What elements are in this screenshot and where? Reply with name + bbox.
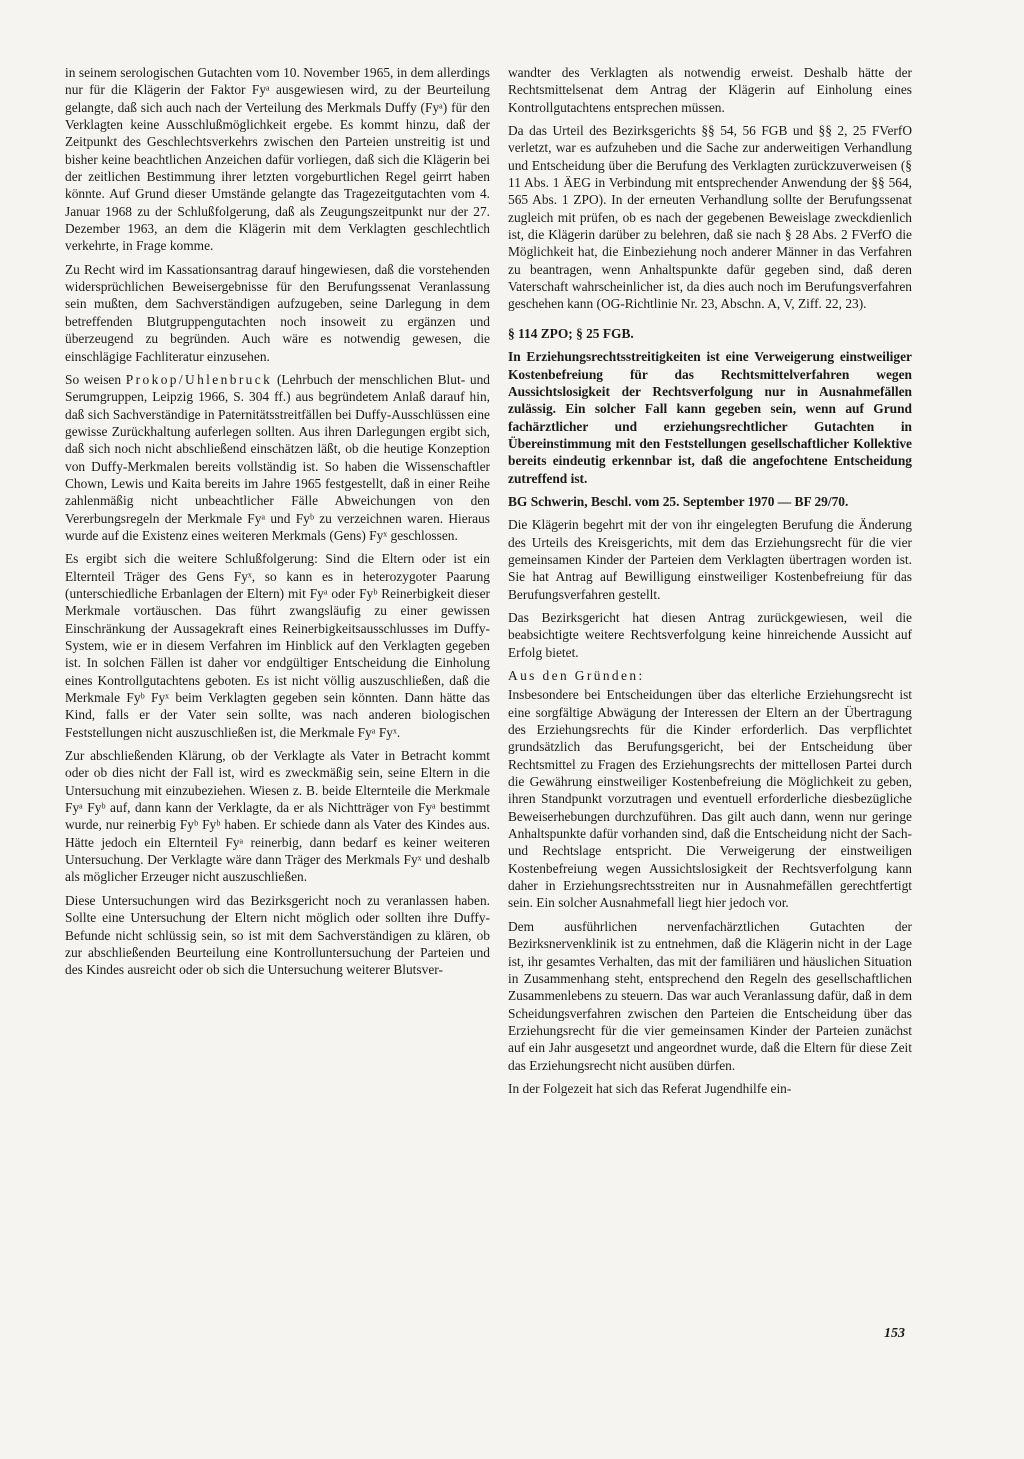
paragraph: Zu Recht wird im Kassationsantrag darauf hingewiesen, daß die vorstehenden widersprüchlichen Beweisergebnisse für den Berufungssenat Veranlassung sein mußten, dem Sachverständigen aufzugeben, seine Darlegung in dem betreffenden Blutgruppengutachten noch insoweit zu ergänzen und überzeugend zu begründen. Auch wäre es notwendig gewesen, die einschlägige Fachliteratur einzusehen. [65, 261, 490, 364]
paragraph: wandter des Verklagten als notwendig erweist. Deshalb hätte der Rechtsmittelsenat dem Antrag der Klägerin auf Einholung eines Kontrollgutachtens entsprechen müssen. [508, 65, 912, 115]
left-column [65, 64, 490, 985]
paragraph: Zur abschließenden Klärung, ob der Verklagte als Vater in Betracht kommt oder ob dies nicht der Fall ist, wird es zweckmäßig sein, seine Eltern in die Untersuchung mit einzubeziehen. Wiesen z. B. beide Elternteile die Merkmale Fyᵃ Fyᵇ auf, dann kann der Verklagte, da er als Nichtträger von Fyᵃ bestimmt wurde, nur reinerbig Fyᵇ Fyᵇ haben. Er schiede dann als Vater des Kindes aus. Hätte jedoch ein Elternteil Fyᵃ reinerbig, dann bedarf es keiner weiteren Untersuchung. Der Verklagte wäre dann Träger des Merkmals Fyˣ und deshalb als möglicher Erzeuger nicht auszuschließen. [65, 748, 490, 885]
paragraph: Dem ausführlichen nervenfachärztlichen Gutachten der Bezirksnervenklinik ist zu entnehmen, daß die Klägerin nicht in der Lage ist, ihr gesamtes Verhalten, das mit der familiären und häuslichen Situation in Zusammenhang steht, entsprechend den Regeln des gesellschaftlichen Zusammenlebens zu steuern. Das war auch Veranlassung dafür, daß in dem Scheidungsverfahren zwischen den Parteien die Entscheidung über das Erziehungsrecht für die vier gemeinsamen Kinder der Parteien zunächst auf ein Jahr ausgesetzt und angeordnet wurde, daß die Eltern für diese Zeit das Erziehungsrecht nicht ausüben dürfen. [508, 918, 912, 1073]
paragraph: in seinem serologischen Gutachten vom 10. November 1965, in dem allerdings nur für die Klägerin der Faktor Fyᵃ ausgewiesen wird, zu der Beurteilung gelangte, daß sich auch nach der Verteilung des Merkmals Duffy (Fyᵃ) für den Verklagten keine Ausschlußmöglichkeit ergebe. Es kommt hinzu, daß der Zeitpunkt des Geschlechtsverkehrs zwischen den Parteien unstreitig ist und bisher keine beachtlichen Anzeichen dafür vorliegen, daß sich die Klägerin bei der zeitlichen Bestimmung ihrer letzten vorgeburtlichen Regel geirrt haben könnte. Auf Grund dieser Umstände gelangte das Tragezeitgutachten vom 4. Januar 1968 zu der Schlußfolgerung, daß als Zeugungszeitpunkt nur der 27. Dezember 1963, an dem die Klägerin mit dem Verklagten geschlechtlich verkehrte, in Frage komme. [65, 65, 490, 254]
paragraph: Die Klägerin begehrt mit der von ihr eingelegten Berufung die Änderung des Urteils des Kreisgerichts, mit dem das Erziehungsrecht für die vier gemeinsamen Kinder der Parteien dem Verklagten übertragen worden ist. Sie hat Antrag auf Bewilligung einstweiliger Kostenbefreiung für das Berufungsverfahren gestellt. [508, 517, 912, 602]
paragraph: Es ergibt sich die weitere Schlußfolgerung: Sind die Eltern oder ist ein Elternteil Träger des Gens Fyˣ, so kann es in heterozygoter Paarung (unterschiedliche Erbanlagen der Eltern) mit Fyᵃ oder Fyᵇ Reinerbigkeit dieser Merkmale vortäuschen. Das führt zwangsläufig zu einer gewissen Einschränkung der Aussagekraft eines Reinerbigkeitsausschlusses im Duffy-System, wie er in diesem Verfahren im Hinblick auf den Verklagten gegeben ist. In solchen Fällen ist daher vor endgültiger Entscheidung die Einholung eines Kontrollgutachtens geboten. Es ist nicht völlig auszuschließen, daß die Merkmale Fyᵇ Fyˣ beim Verklagten gegeben sein könnten. Dann hätte das Kind, falls er der Vater sein sollte, was nach anderen biologischen Feststellungen nicht auszuschließen ist, die Merkmale Fyᵃ Fyˣ. [65, 551, 490, 740]
reasons-heading: Aus den Gründen: [508, 668, 645, 683]
court-citation: BG Schwerin, Beschl. vom 25. September 1970 — BF 29/70. [508, 493, 849, 509]
right-column [508, 64, 912, 1103]
paragraph: In der Folgezeit hat sich das Referat Jugendhilfe ein- [508, 1080, 792, 1096]
paragraph [65, 371, 490, 544]
paragraph: Diese Untersuchungen wird das Bezirksgericht noch zu veranlassen haben. Sollte eine Untersuchung der Eltern nicht möglich oder sollten ihre Duffy-Befunde nicht schlüssig sein, so ist mit dem Sachverständigen zu klären, ob zur abschließenden Beurteilung eine Kontrolluntersuchung der Parteien und des Kindes ausreicht oder ob sich die Untersuchung weiterer Blutsver- [65, 892, 490, 978]
paragraph: Das Bezirksgericht hat diesen Antrag zurückgewiesen, weil die beabsichtigte weitere Rechtsverfolgung keine hinreichende Aussicht auf Erfolg bietet. [508, 609, 912, 660]
page-number: 153 [884, 1326, 905, 1341]
headnote: In Erziehungsrechtsstreitigkeiten ist eine Verweigerung einstweiliger Kostenbefreiung für das Rechtsmittelverfahren wegen Aussichtslosigkeit der Rechtsverfolgung nur in Ausnahmefällen zulässig. Ein solcher Fall kann gegeben sein, wenn auf Grund fachärztlicher und erziehungsrechtlicher Gutachten in Übereinstimmung mit den Feststellungen gesellschaftlicher Kollektive bereits eindeutig erkennbar ist, daß die angefochtene Entscheidung zutreffend ist. [508, 349, 912, 486]
citation-text: (Lehrbuch der menschlichen Blut- und Serumgruppen, Leipzig 1966, S. 304 ff.) aus begründetem Anlaß darauf hin, daß sich Sachverständige in Paternitätsstreitfällen bei Duffy-Ausschlüssen eine gewisse Zurückhaltung auferlegen sollten. Aus ihren Darlegungen ergibt sich, daß sich noch nicht abschließend einschätzen läßt, ob die heutige Konzeption von Duffy-Merkmalen bereits vollständig ist. So haben die Wissenschaftler Chown, Lewis und Kaita bereits im Jahre 1965 festgestellt, daß in einer Reihe zahlenmäßig nicht unbeachtlicher Fälle Abweichungen von den Vererbungsregeln der Merkmale Fyᵃ und Fyᵇ zu verzeichnen waren. Hieraus wurde auf die Existenz eines weiteren Merkmals (Gens) Fyˣ geschlossen. [65, 371, 490, 543]
author-names: Prokop/Uhlenbruck [125, 371, 273, 387]
paragraph: Da das Urteil des Bezirksgerichts §§ 54, 56 FGB und §§ 2, 25 FVerfO verletzt, war es aufzuheben und die Sache zur anderweitigen Verhandlung und Entscheidung über die Berufung des Verklagten zurückzuverweisen (§ 11 Abs. 1 ÄEG in Verbindung mit entsprechender Anwendung der §§ 564, 565 Abs. 1 ZPO). In der erneuten Verhandlung sollte der Berufungssenat zugleich mit prüfen, ob es nach der gegebenen Beweislage zweckdienlich ist, die Klägerin darüber zu belehren, daß sie nach § 28 Abs. 2 FVerfO die Möglichkeit hat, die Einbeziehung noch anderer Männer in das Verfahren zu beantragen, wenn Anhaltspunkte dafür gegeben sind, daß deren Vaterschaft wahrscheinlicher ist, da dies auch noch im Berufungsverfahren geschehen kann (OG-Richtlinie Nr. 23, Abschn. A, V, Ziff. 22, 23). [508, 123, 912, 312]
citation-lead: So weisen [65, 371, 122, 387]
paragraph: Insbesondere bei Entscheidungen über das elterliche Erziehungsrecht ist eine sorgfältige Abwägung der Interessen der Eltern an der Übertragung des Erziehungsrechts für die Kinder erforderlich. Das verpflichtet grundsätzlich das Berufungsgericht, bei der Entscheidung über Rechtsmittel zu Fragen des Erziehungsrechts der mittellosen Partei durch die Gewährung einstweiliger Kostenbefreiung die Möglichkeit zu geben, ihren Standpunkt vorzutragen und eventuell erforderliche diesbezügliche Beweiserhebungen durchzuführen. Das gilt auch dann, wenn nur geringe Anhaltspunkte dafür vorhanden sind, daß die Entscheidung nicht der Sach- und Rechtslage entspricht. Die Verweigerung der einstweiligen Kostenbefreiung wegen Aussichtslosigkeit der Rechtsverfolgung kann daher in Erziehungsrechtsstreiten nur in Ausnahmefällen gerechtfertigt sein. Ein solcher Ausnahmefall liegt hier jedoch vor. [508, 687, 912, 911]
section-heading: § 114 ZPO; § 25 FGB. [508, 325, 634, 341]
